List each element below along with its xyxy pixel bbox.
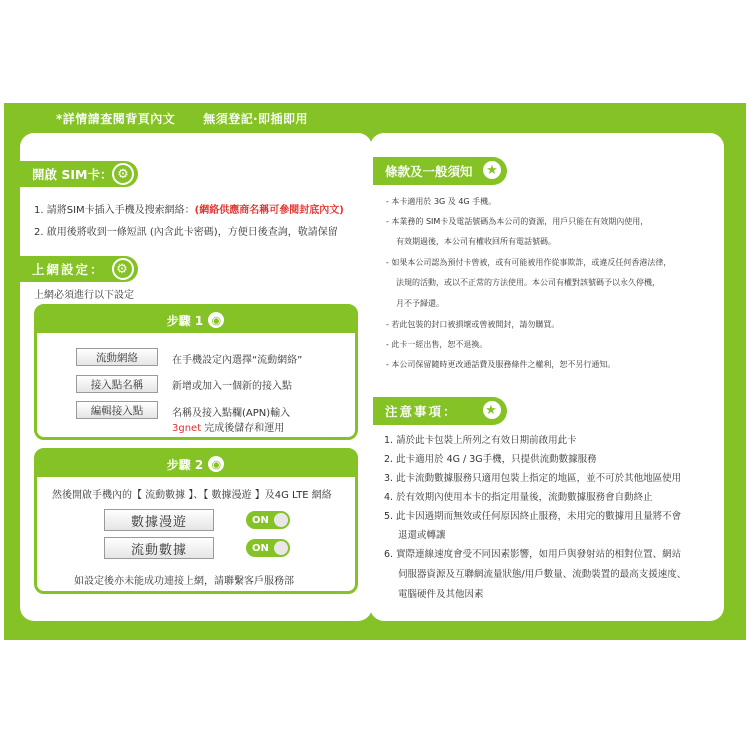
notes-line: 退還或轉讓 <box>398 530 446 541</box>
terms-line: 有效期過後，本公司有權收回所有電話號碼。 <box>396 237 556 246</box>
step1-header: 步驟 1 ◉ <box>37 307 355 333</box>
apn-name-button[interactable]: 接入點名稱 <box>76 375 158 393</box>
gear-icon: ⚙ <box>112 258 134 280</box>
notes-line: 電腦硬件及其他因素 <box>398 589 484 600</box>
terms-line: - 本卡適用於 3G 及 4G 手機。 <box>386 197 497 206</box>
terms-line: 月不予歸還。 <box>396 299 444 308</box>
network-subtitle: 上網必須進行以下設定 <box>34 290 134 301</box>
mobile-data-toggle[interactable]: ON <box>246 539 290 557</box>
step2-footer: 如設定後亦未能成功連接上網，請聯繫客戶服務部 <box>74 576 294 587</box>
step2-header: 步驟 2 ◉ <box>37 451 355 477</box>
toggle-knob <box>274 513 288 527</box>
sim-section-title: 開啟 SIM卡： ⚙ <box>20 161 138 187</box>
notes-section-title: 注意事項： ★ <box>373 397 507 425</box>
eye-icon: ◉ <box>207 455 225 473</box>
terms-line: - 本業務的 SIM卡及電話號碼為本公司的資源，用戶只能在有效期內使用， <box>386 217 649 226</box>
step1-desc-2: 新增或加入一個新的接入點 <box>172 381 292 392</box>
notes-line: 2. 此卡適用於 4G / 3G手機，只提供流動數據服務 <box>384 454 597 465</box>
notes-line: 5. 此卡因過期而無效或任何原因終止服務，未用完的數據用且量將不會 <box>384 511 682 522</box>
terms-line: - 如果本公司認為預付卡曾被，或有可能被用作從事欺詐，或違反任何香港法律， <box>386 258 672 267</box>
data-roaming-toggle[interactable]: ON <box>246 511 290 529</box>
gear-icon: ⚙ <box>112 163 134 185</box>
network-section-title: 上網設定： ⚙ <box>20 256 138 282</box>
notes-line: 6. 實際連線速度會受不同因素影響，如用戶與發射站的相對位置、網站 <box>384 549 682 560</box>
mobile-data-label: 流動數據 <box>104 537 214 559</box>
terms-line: - 此卡一經出售，恕不退換。 <box>386 340 488 349</box>
top-bar-plug-play: 無須登記‧即插即用 <box>203 112 308 126</box>
step1-desc-3: 名稱及接入點欄(APN)輸入 <box>172 408 291 419</box>
toggle-knob <box>274 541 288 555</box>
top-bar <box>56 110 308 127</box>
sim-instruction-2: 2. 啟用後將收到一條短訊 (內含此卡密碼)，方便日後查詢，敬請保留 <box>34 227 338 238</box>
top-bar-detail-note: *詳情請查閱背頁內文 <box>56 112 176 126</box>
terms-section-title: 條款及一般須知 ★ <box>373 157 507 185</box>
terms-line: 法規的活動，或以不正常的方法使用。本公司有權對該號碼予以永久停機， <box>396 278 660 287</box>
data-roaming-label: 數據漫遊 <box>104 509 214 531</box>
notes-line: 伺服器資源及互聯網流量狀態/用戶數量、流動裝置的最高支援速度、 <box>398 569 687 580</box>
step1-desc-3b: 3gnet 完成後儲存和運用 <box>172 423 285 434</box>
star-icon: ★ <box>481 159 503 181</box>
step2-instruction: 然後開啟手機內的【 流動數據 】、【 數據漫遊 】及4G LTE 網絡 <box>52 490 332 501</box>
eye-icon: ◉ <box>207 311 225 329</box>
edit-apn-button[interactable]: 編輯接入點 <box>76 401 158 419</box>
notes-line: 4. 於有效期內使用本卡的指定用量後，流動數據服務會自動終止 <box>384 492 653 503</box>
terms-line: - 若此包裝的封口被損壞或曾被開封，請勿購買。 <box>386 320 560 329</box>
notes-line: 1. 請於此卡包裝上所列之有效日期前啟用此卡 <box>384 435 577 446</box>
sim-instruction-1: 1. 請將SIM卡插入手機及搜索網絡：(網絡供應商名稱可參閱封底內文) <box>34 205 344 216</box>
star-icon: ★ <box>481 399 503 421</box>
terms-line: - 本公司保留隨時更改通話費及服務條件之權利，恕不另行通知。 <box>386 360 616 369</box>
notes-line: 3. 此卡流動數據服務只適用包裝上指定的地區，並不可於其他地區使用 <box>384 473 682 484</box>
mobile-network-button[interactable]: 流動網絡 <box>76 348 158 366</box>
step1-desc-1: 在手機設定內選擇“流動網絡” <box>172 355 303 366</box>
